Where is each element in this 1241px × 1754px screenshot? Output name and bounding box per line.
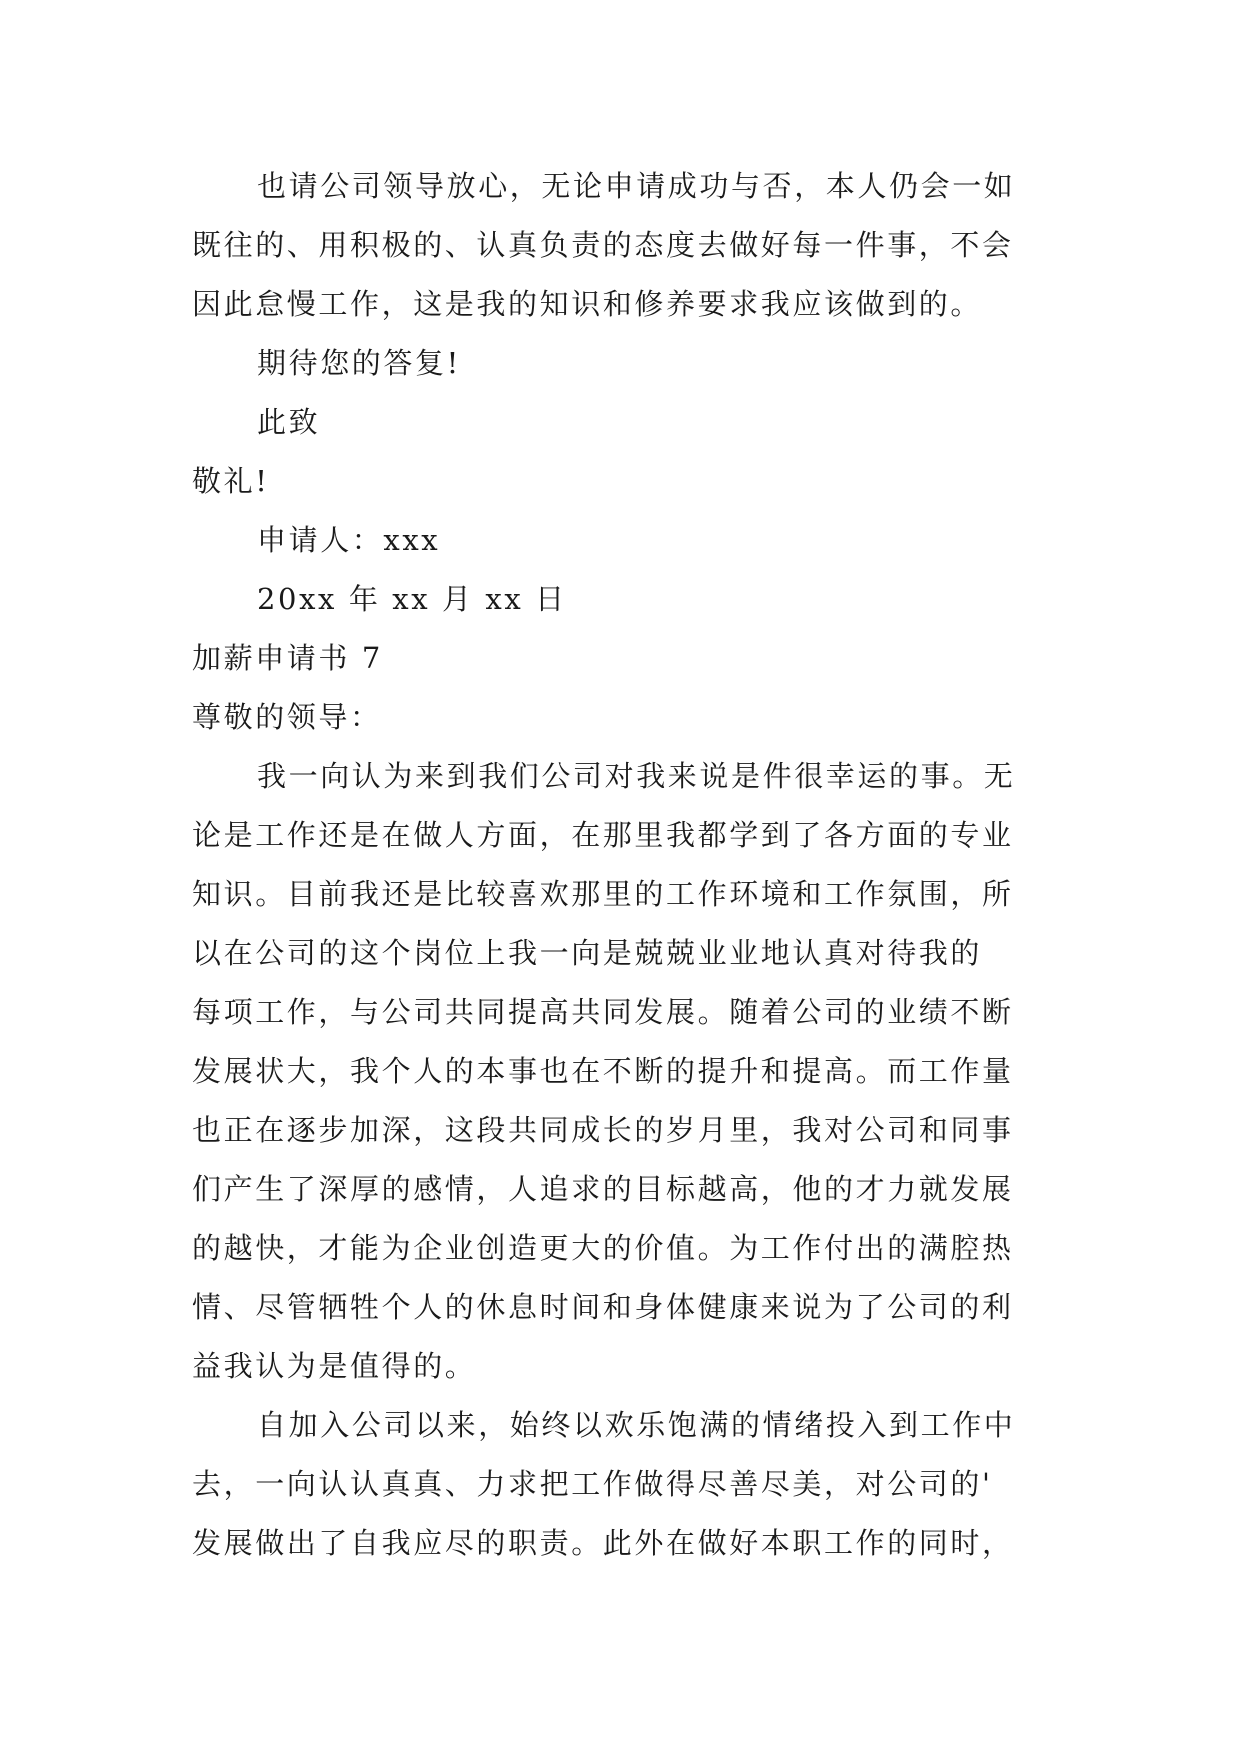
greeting: 尊敬的领导：: [192, 700, 382, 734]
paragraph-line: 们产生了深厚的感情，人追求的目标越高，他的才力就发展: [192, 1172, 1014, 1206]
paragraph-line: 发展状大，我个人的本事也在不断的提升和提高。而工作量: [192, 1054, 1014, 1088]
paragraph-line: 知识。目前我还是比较喜欢那里的工作环境和工作氛围，所: [192, 877, 1014, 911]
paragraph-line: 我一向认为来到我们公司对我来说是件很幸运的事。无: [257, 759, 1016, 793]
paragraph-line: 也请公司领导放心，无论申请成功与否，本人仍会一如: [257, 169, 1016, 203]
paragraph-line: 的越快，才能为企业创造更大的价值。为工作付出的满腔热: [192, 1231, 1014, 1265]
paragraph-line: 每项工作，与公司共同提高共同发展。随着公司的业绩不断: [192, 995, 1014, 1029]
salutation-jingli: 敬礼!: [192, 464, 270, 498]
paragraph-line: 自加入公司以来，始终以欢乐饱满的情绪投入到工作中: [257, 1408, 1016, 1442]
closing-remark: 期待您的答复!: [257, 346, 461, 380]
paragraph-line: 以在公司的这个岗位上我一向是兢兢业业地认真对待我的: [192, 936, 983, 970]
paragraph-line: 因此怠慢工作，这是我的知识和修养要求我应该做到的。: [192, 287, 983, 321]
paragraph-line: 既往的、用积极的、认真负责的态度去做好每一件事，不会: [192, 228, 1014, 262]
paragraph-line: 情、尽管牺牲个人的休息时间和身体健康来说为了公司的利: [192, 1290, 1014, 1324]
applicant-line: 申请人：xxx: [257, 523, 441, 557]
paragraph-line: 发展做出了自我应尽的职责。此外在做好本职工作的同时，: [192, 1526, 1014, 1560]
section-title: 加薪申请书 7: [192, 641, 383, 675]
paragraph-line: 益我认为是值得的。: [192, 1349, 477, 1383]
paragraph-line: 也正在逐步加深，这段共同成长的岁月里，我对公司和同事: [192, 1113, 1014, 1147]
date-line: 20xx 年 xx 月 xx 日: [257, 582, 567, 616]
paragraph-line: 论是工作还是在做人方面，在那里我都学到了各方面的专业: [192, 818, 1014, 852]
salutation-cizhi: 此致: [257, 405, 321, 439]
paragraph-line: 去，一向认认真真、力求把工作做得尽善尽美，对公司的': [192, 1467, 993, 1501]
